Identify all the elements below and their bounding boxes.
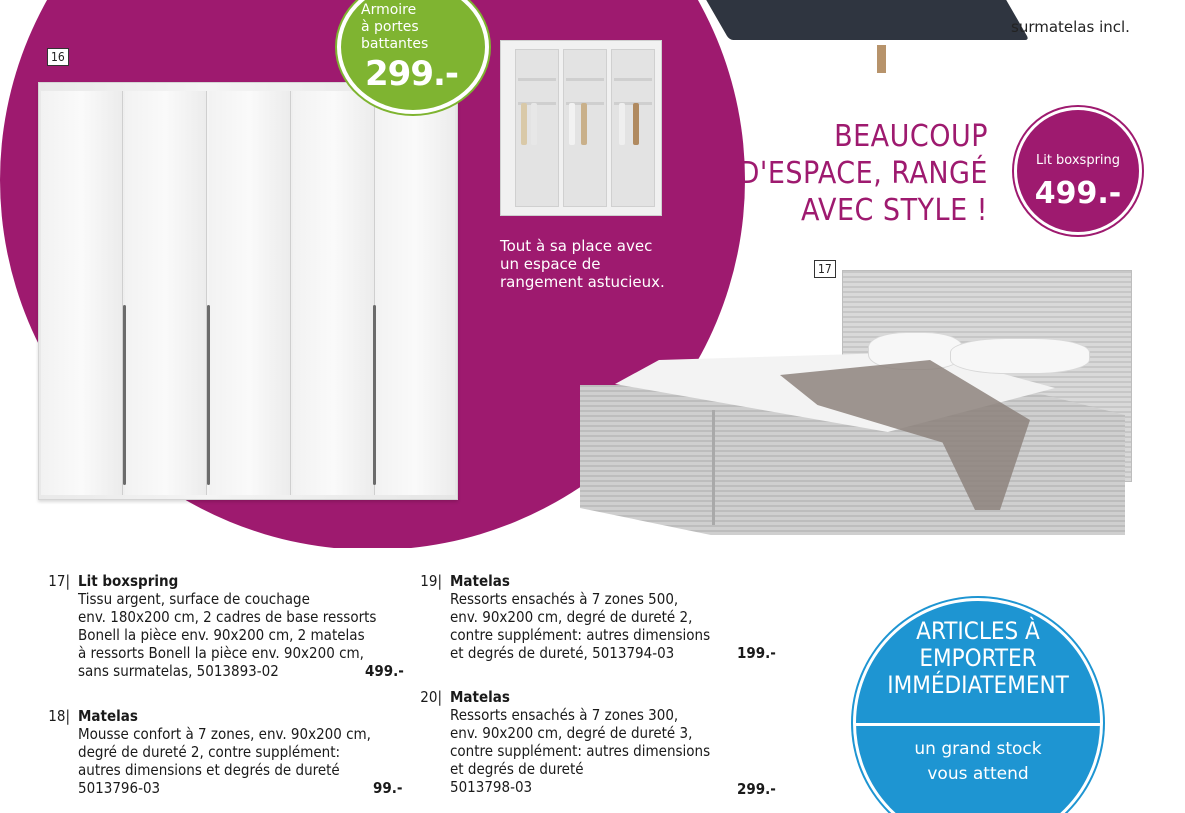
- surmatelas-note: surmatelas incl.: [1011, 18, 1130, 36]
- item-number: 18|: [48, 707, 70, 725]
- clothing: [521, 103, 527, 145]
- headline: BEAUCOUP D'ESPACE, RANGÉ AVEC STYLE !: [738, 119, 988, 228]
- bed-divider: [712, 410, 715, 525]
- badge-label: Armoire à portes battantes: [361, 2, 429, 52]
- divider: [856, 723, 1100, 726]
- wardrobe-handle: [373, 305, 376, 485]
- list-item: [40, 572, 410, 692]
- clothing: [633, 103, 639, 145]
- badge-price: 499.-: [1034, 176, 1122, 211]
- wardrobe-handle: [123, 305, 126, 485]
- badge-label: Lit boxspring: [1035, 153, 1121, 168]
- wardrobe-door: [293, 91, 375, 495]
- item-price: 299.-: [737, 780, 776, 798]
- wardrobe-door: [375, 91, 455, 495]
- item-price: 199.-: [737, 644, 776, 662]
- item-number: 20|: [420, 688, 442, 706]
- item-description: Mousse confort à 7 zones, env. 90x200 cm, degré de dureté 2, contre supplément: autres dimensions et degrés de dureté 5013796-03: [78, 725, 371, 797]
- wardrobe-caption: Tout à sa place avec un espace de rangement astucieux.: [500, 237, 665, 291]
- shelf: [566, 78, 604, 81]
- clothing: [569, 103, 575, 145]
- ref-number-17: 17: [814, 260, 836, 278]
- bed-image-top: [695, 0, 1030, 40]
- wardrobe-door: [125, 91, 207, 495]
- item-title: Matelas: [78, 707, 138, 725]
- item-title: Matelas: [450, 688, 510, 706]
- list-item: [40, 707, 410, 807]
- bed-foot-image: [877, 45, 886, 73]
- item-title: Lit boxspring: [78, 572, 179, 590]
- item-number: 19|: [420, 572, 442, 590]
- bed-price-badge: [1014, 107, 1142, 235]
- wardrobe-door: [209, 91, 291, 495]
- clothing: [619, 103, 625, 145]
- ref-number-16: 16: [47, 48, 69, 66]
- badge-price: 299.-: [365, 54, 458, 94]
- wardrobe-handle: [207, 305, 210, 485]
- list-item: [412, 688, 782, 808]
- item-title: Matelas: [450, 572, 510, 590]
- stock-badge-title: ARTICLES À EMPORTER IMMÉDIATEMENT: [887, 617, 1069, 699]
- item-description: Ressorts ensachés à 7 zones 500, env. 90x200 cm, degré de dureté 2, contre supplément: autres dimensions et degrés de dureté, 5013794-03: [450, 590, 711, 662]
- stock-badge: [853, 598, 1103, 813]
- shelf: [614, 78, 652, 81]
- item-price: 499.-: [365, 662, 404, 680]
- pillow: [950, 338, 1090, 374]
- open-wardrobe-image: [500, 40, 662, 216]
- list-item: [412, 572, 782, 672]
- item-description: Tissu argent, surface de couchage env. 180x200 cm, 2 cadres de base ressorts Bonell la pièce env. 90x200 cm, 2 matelas à ressorts Bonell la pièce env. 90x200 cm, sans surmatelas, 5013893-02: [78, 590, 377, 680]
- clothing: [531, 103, 537, 145]
- wardrobe-image: [38, 82, 458, 500]
- item-description: Ressorts ensachés à 7 zones 300, env. 90x200 cm, degré de dureté 3, contre supplément: autres dimensions et degrés de dureté 5013798-03: [450, 706, 711, 796]
- item-price: 99.-: [373, 779, 403, 797]
- stock-badge-subtitle: un grand stock vous attend: [914, 739, 1042, 784]
- wardrobe-door: [41, 91, 123, 495]
- clothing: [581, 103, 587, 145]
- item-number: 17|: [48, 572, 70, 590]
- shelf: [518, 78, 556, 81]
